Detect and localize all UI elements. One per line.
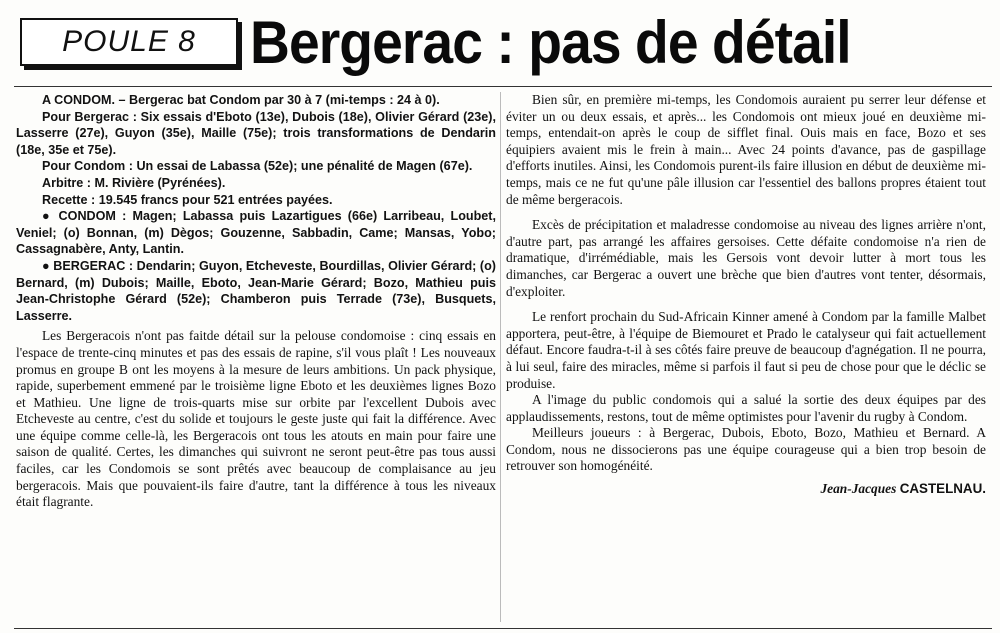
article-paragraph: Meilleurs joueurs : à Bergerac, Dubois, Eboto, Bozo, Mathieu et Bernard. A Condom, nous ne dissocierons pas une équipe courageuse qui a bien trop besoin de retrouver son homogénéité. [506, 425, 986, 474]
left-column [16, 92, 496, 511]
bottom-rule [14, 628, 992, 629]
author-first-name: Jean-Jacques [820, 481, 897, 497]
match-result: A CONDOM. – Bergerac bat Condom par 30 à 7 (mi-temps : 24 à 0). [42, 93, 440, 107]
match-info [16, 92, 496, 324]
section-label: POULE 8 [62, 25, 196, 58]
article-paragraph: A l'image du public condomois qui a salué la sortie des deux équipes par des applaudissements, restons, tout de même optimistes pour l'avenir du rugby à Condom. [506, 392, 986, 424]
gate-receipts: Recette : 19.545 francs pour 521 entrées payées. [42, 192, 333, 207]
headline: Bergerac : pas de détail [250, 9, 851, 76]
author-signature [506, 481, 986, 498]
column-divider [500, 92, 501, 622]
referee: Arbitre : M. Rivière (Pyrénées). [42, 175, 226, 190]
right-column [506, 92, 986, 498]
bergerac-scorers: Pour Bergerac : Six essais d'Eboto (13e), Dubois (18e), Olivier Gérard (23e), Lasserre (27e), Guyon (35e), Maille (75e); trois transformations de Dendarin (18e, 35e et 75e). [16, 109, 496, 157]
article-paragraph: Excès de précipitation et maladresse condomoise au niveau des lignes arrière n'ont, d'autre part, pas arrangé les affaires gersoises. Cette défaite condomoise n'a rien de dramatique, d'irrémédiable, mais les Gersois vont devoir lutter à mort tous les dimanches, car Bergerac a ouvert une brèche que bien d'autres vont tenter, désormais, d'exploiter. [506, 217, 986, 299]
condom-scorers: Pour Condom : Un essai de Labassa (52e); une pénalité de Magen (67e). [42, 159, 473, 174]
author-last-name: CASTELNAU. [899, 481, 986, 497]
article-paragraph: Bien sûr, en première mi-temps, les Condomois auraient pu serrer leur défense et éviter un ou deux essais, et après... les Condomois ont mieux joué en deuxième mi-temps, entendait-on après le coup de sifflet final. Ouis mais en face, Bozo et ses équipiers avaient mis le frein à main... Avec 24 points d'avance, pas de gaspillage d'efforts inutiles. Ainsi, les Condomois purent-ils faire illusion en début de deuxième mi-temps, mais ce ne fut qu'une pâle illusion car l'essentiel des ballons propres étaient tout de même bergeracois. [506, 92, 986, 207]
article-paragraph: Le renfort prochain du Sud-Africain Kinner amené à Condom par la famille Malbet apportera, peut-être, à l'équipe de Biemouret et Prado le catalyseur qui fait actuellement défaut. Encore faudra-t-il à ses côtés faire preuve de beaucoup d'agnégation. Il ne pourra, à lui seul, faire des miracles, même si parfois il faut si peu de chose pour que le déclic se produise. [506, 309, 986, 391]
section-label-box [20, 18, 238, 66]
header-rule [14, 86, 992, 87]
condom-lineup: ● CONDOM : Magen; Labassa puis Lazartigues (66e) Larribeau, Loubet, Veniel; (o) Bonnan, (m) Dègos; Gouzenne, Sabbadin, Came; Mansas, Yobo; Cassagnabère, Anty, Lantin. [16, 209, 496, 257]
bergerac-lineup: ● BERGERAC : Dendarin; Guyon, Etcheveste, Bourdillas, Olivier Gérard; (o) Bernard, (m) Dubois; Maille, Eboto, Jean-Marie Gérard; Bozo, Mathieu puis Jean-Christophe Gérard (52e); Chamberon puis Terrade (73e), Busquets, Lasserre. [16, 258, 496, 323]
article-paragraph: Les Bergeracois n'ont pas faitde détail sur la pelouse condomoise : cinq essais en l'espace de trente-cinq minutes et pas des essais de rapine, s'il vous plaît ! Les nouveaux promus en groupe B ont les moyens à la mesure de leurs ambitions. Un pack physique, rapide, superbement emmené par le troisième ligne Eboto et les deuxièmes lignes Bozo et Mathieu. Une ligne de trois-quarts mise sur orbite par l'excellent Dubois avec Etcheveste au centre, c'est du solide et toujours le geste juste qui fait la différence. Avec une équipe comme celle-là, les Bergeracois ont tous les atouts en main pour faire une saison de qualité. Certes, les dimanches qui suivront ne seront peut-être pas tous aussi faciles, car les Condomois se sont prêtés avec beaucoup de complaisance au jeu bergeracois. Mais que pouvaient-ils faire d'autre, tant la différence à tous les niveaux était flagrante. [16, 328, 496, 510]
